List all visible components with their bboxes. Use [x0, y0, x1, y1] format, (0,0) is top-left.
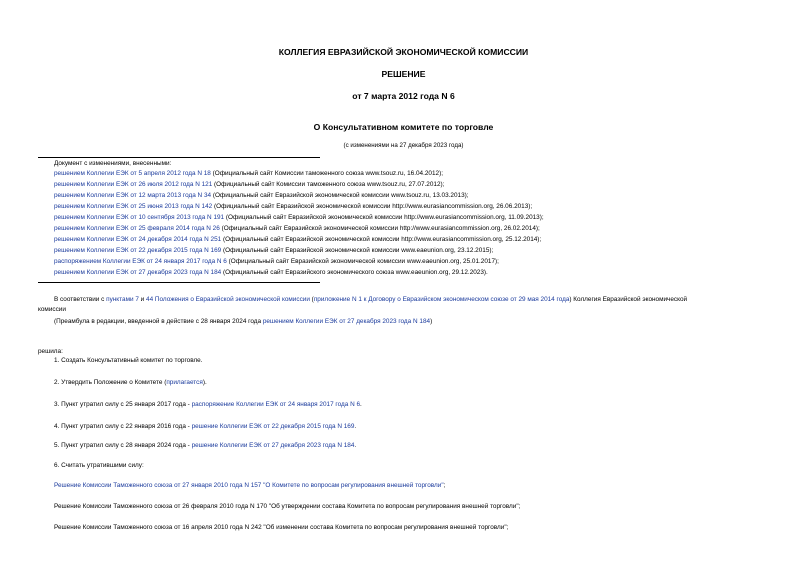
item-3	[54, 401, 362, 409]
item-text: 3. Пункт утратил силу с 25 января 2017 года -	[54, 401, 192, 408]
amendments-intro: Документ с изменениями, внесенными:	[54, 160, 172, 167]
repealed-2: Решение Комиссии Таможенного союза от 26 февраля 2010 года N 170 "Об утверждении состава Комитета по вопросам регулирования внешней торговли";	[54, 503, 521, 510]
edit-note-link[interactable]: решением Коллегии ЕЭК от 27 декабря 2023 года N 184	[262, 318, 431, 325]
org-name: КОЛЛЕГИЯ ЕВРАЗИЙСКОЙ ЭКОНОМИЧЕСКОЙ КОМИССИИ	[278, 47, 529, 57]
amendment-row	[54, 269, 488, 277]
preamble-text: В соответствии с	[54, 296, 107, 303]
amendment-link[interactable]: решением Коллегии ЕЭК от 25 февраля 2014 года N 26	[54, 225, 220, 232]
amendment-link[interactable]: решением Коллегии ЕЭК от 25 июня 2013 года N 142	[54, 203, 213, 210]
amendment-row	[54, 192, 469, 200]
divider-bottom	[38, 282, 320, 283]
amendment-source: (Официальный сайт Евразийской экономической комиссии http://www.eurasiancommission.org, 26.06.2013);	[212, 203, 533, 210]
item-link[interactable]: прилагается	[166, 379, 203, 386]
item-5	[54, 442, 356, 450]
item-text: .	[360, 401, 362, 408]
preamble-text: ) Коллегия Евразийской экономической	[569, 296, 688, 303]
repealed-3: Решение Комиссии Таможенного союза от 16 апреля 2010 года N 242 "Об изменении состава Комитета по вопросам регулирования внешней торговли";	[54, 524, 509, 531]
amendment-row	[54, 203, 532, 211]
preamble-line-1	[54, 296, 687, 304]
preamble-edit-note	[54, 318, 432, 326]
amendment-source: (Официальный сайт Евразийской экономической комиссии http://www.eurasiancommission.org, 25.12.2014);	[221, 236, 542, 243]
amendment-link[interactable]: решением Коллегии ЕЭК от 24 декабря 2014 года N 251	[54, 236, 222, 243]
divider-top	[38, 157, 320, 158]
amendment-link[interactable]: решением Коллегии ЕЭК от 22 декабря 2015 года N 169	[54, 247, 222, 254]
item-1: 1. Создать Консультативный комитет по торговле.	[54, 357, 203, 364]
amendment-link[interactable]: решением Коллегии ЕЭК от 27 декабря 2023 года N 184	[54, 269, 222, 276]
amendment-row	[54, 225, 540, 233]
amendment-link[interactable]: решением Коллегии ЕЭК от 10 сентября 2013 года N 191	[54, 214, 225, 221]
edit-note-text: )	[430, 318, 433, 325]
amendment-link[interactable]: решением Коллегии ЕЭК от 12 марта 2013 года N 34	[54, 192, 212, 199]
repealed-link[interactable]: Решение Комиссии Таможенного союза от 27 января 2010 года N 157 "О Комитете по вопросам регулирования внешней торговли"	[54, 482, 444, 489]
amendment-row	[54, 214, 544, 222]
item-4	[54, 423, 356, 431]
amendment-row	[54, 236, 541, 244]
item-6: 6. Считать утратившими силу:	[54, 462, 144, 469]
item-link[interactable]: решение Коллегии ЕЭК от 22 декабря 2015 года N 169	[191, 423, 355, 430]
amendment-link[interactable]: решением Коллегии ЕЭК от 5 апреля 2012 года N 18	[54, 170, 211, 177]
item-text: .	[354, 423, 357, 430]
doc-date: от 7 марта 2012 года N 6	[352, 91, 455, 101]
doc-title: О Консультативном комитете по торговле	[313, 122, 494, 132]
amendment-row	[54, 258, 499, 266]
item-text: 4. Пункт утратил силу с 22 января 2016 года -	[54, 423, 192, 430]
amendment-source: (Официальный сайт Евразийской экономической комиссии www.tsouz.ru, 13.03.2013);	[211, 192, 469, 199]
amendment-link[interactable]: распоряжением Коллегии ЕЭК от 24 января 2017 года N 6	[54, 258, 227, 265]
preamble-text: и	[138, 296, 147, 303]
amendment-source: (Официальный сайт Евразийской экономической комиссии www.eaeunion.org, 23.12.2015);	[221, 247, 494, 254]
preamble-text: (	[309, 296, 314, 303]
changes-note: (с изменениями на 27 декабря 2023 года)	[343, 142, 464, 149]
item-link[interactable]: распоряжение Коллегии ЕЭК от 24 января 2017 года N 6	[191, 401, 361, 408]
amendment-row	[54, 181, 444, 189]
amendment-source: (Официальный сайт Евразийской экономической комиссии http://www.eurasiancommission.org, 11.09.2013);	[224, 214, 544, 221]
amendment-row	[54, 247, 493, 255]
preamble-link[interactable]: приложение N 1 к Договору о Евразийском экономическом союзе от 29 мая 2014 года	[313, 296, 570, 303]
edit-note-text: (Преамбула в редакции, введенной в действие с 28 января 2024 года	[54, 318, 263, 325]
item-text: 2. Утвердить Положение о Комитете (	[54, 379, 167, 386]
item-2	[54, 379, 207, 387]
item-link[interactable]: решение Коллегии ЕЭК от 27 декабря 2023 года N 184	[191, 442, 355, 449]
item-text: 5. Пункт утратил силу с 28 января 2024 года -	[54, 442, 192, 449]
repealed-1	[54, 482, 445, 490]
item-text: ).	[202, 379, 207, 386]
amendment-source: (Официальный сайт Комиссии таможенного союза www.tsouz.ru, 16.04.2012);	[210, 170, 443, 177]
preamble-link[interactable]: 44 Положения о Евразийской экономической комиссии	[146, 296, 310, 303]
amendment-source: (Официальный сайт Евразийской экономической комиссии www.eaeunion.org, 25.01.2017);	[226, 258, 499, 265]
repealed-text: ;	[443, 482, 446, 489]
preamble-link[interactable]: пунктами 7	[106, 296, 139, 303]
amendment-source: (Официальный сайт Евразийского экономического союза www.eaeunion.org, 29.12.2023).	[221, 269, 488, 276]
item-text: .	[354, 442, 357, 449]
amendment-source: (Официальный сайт Евразийской экономической комиссии http://www.eurasiancommission.org, 26.02.2014);	[219, 225, 540, 232]
preamble-line-2: комиссии	[38, 306, 66, 313]
amendment-source: (Официальный сайт Комиссии таможенного союза www.tsouz.ru, 27.07.2012);	[212, 181, 445, 188]
amendment-link[interactable]: решением Коллегии ЕЭК от 26 июля 2012 года N 121	[54, 181, 213, 188]
doc-type: РЕШЕНИЕ	[381, 69, 426, 79]
decided-label: решила:	[38, 348, 63, 355]
amendment-row	[54, 170, 443, 178]
